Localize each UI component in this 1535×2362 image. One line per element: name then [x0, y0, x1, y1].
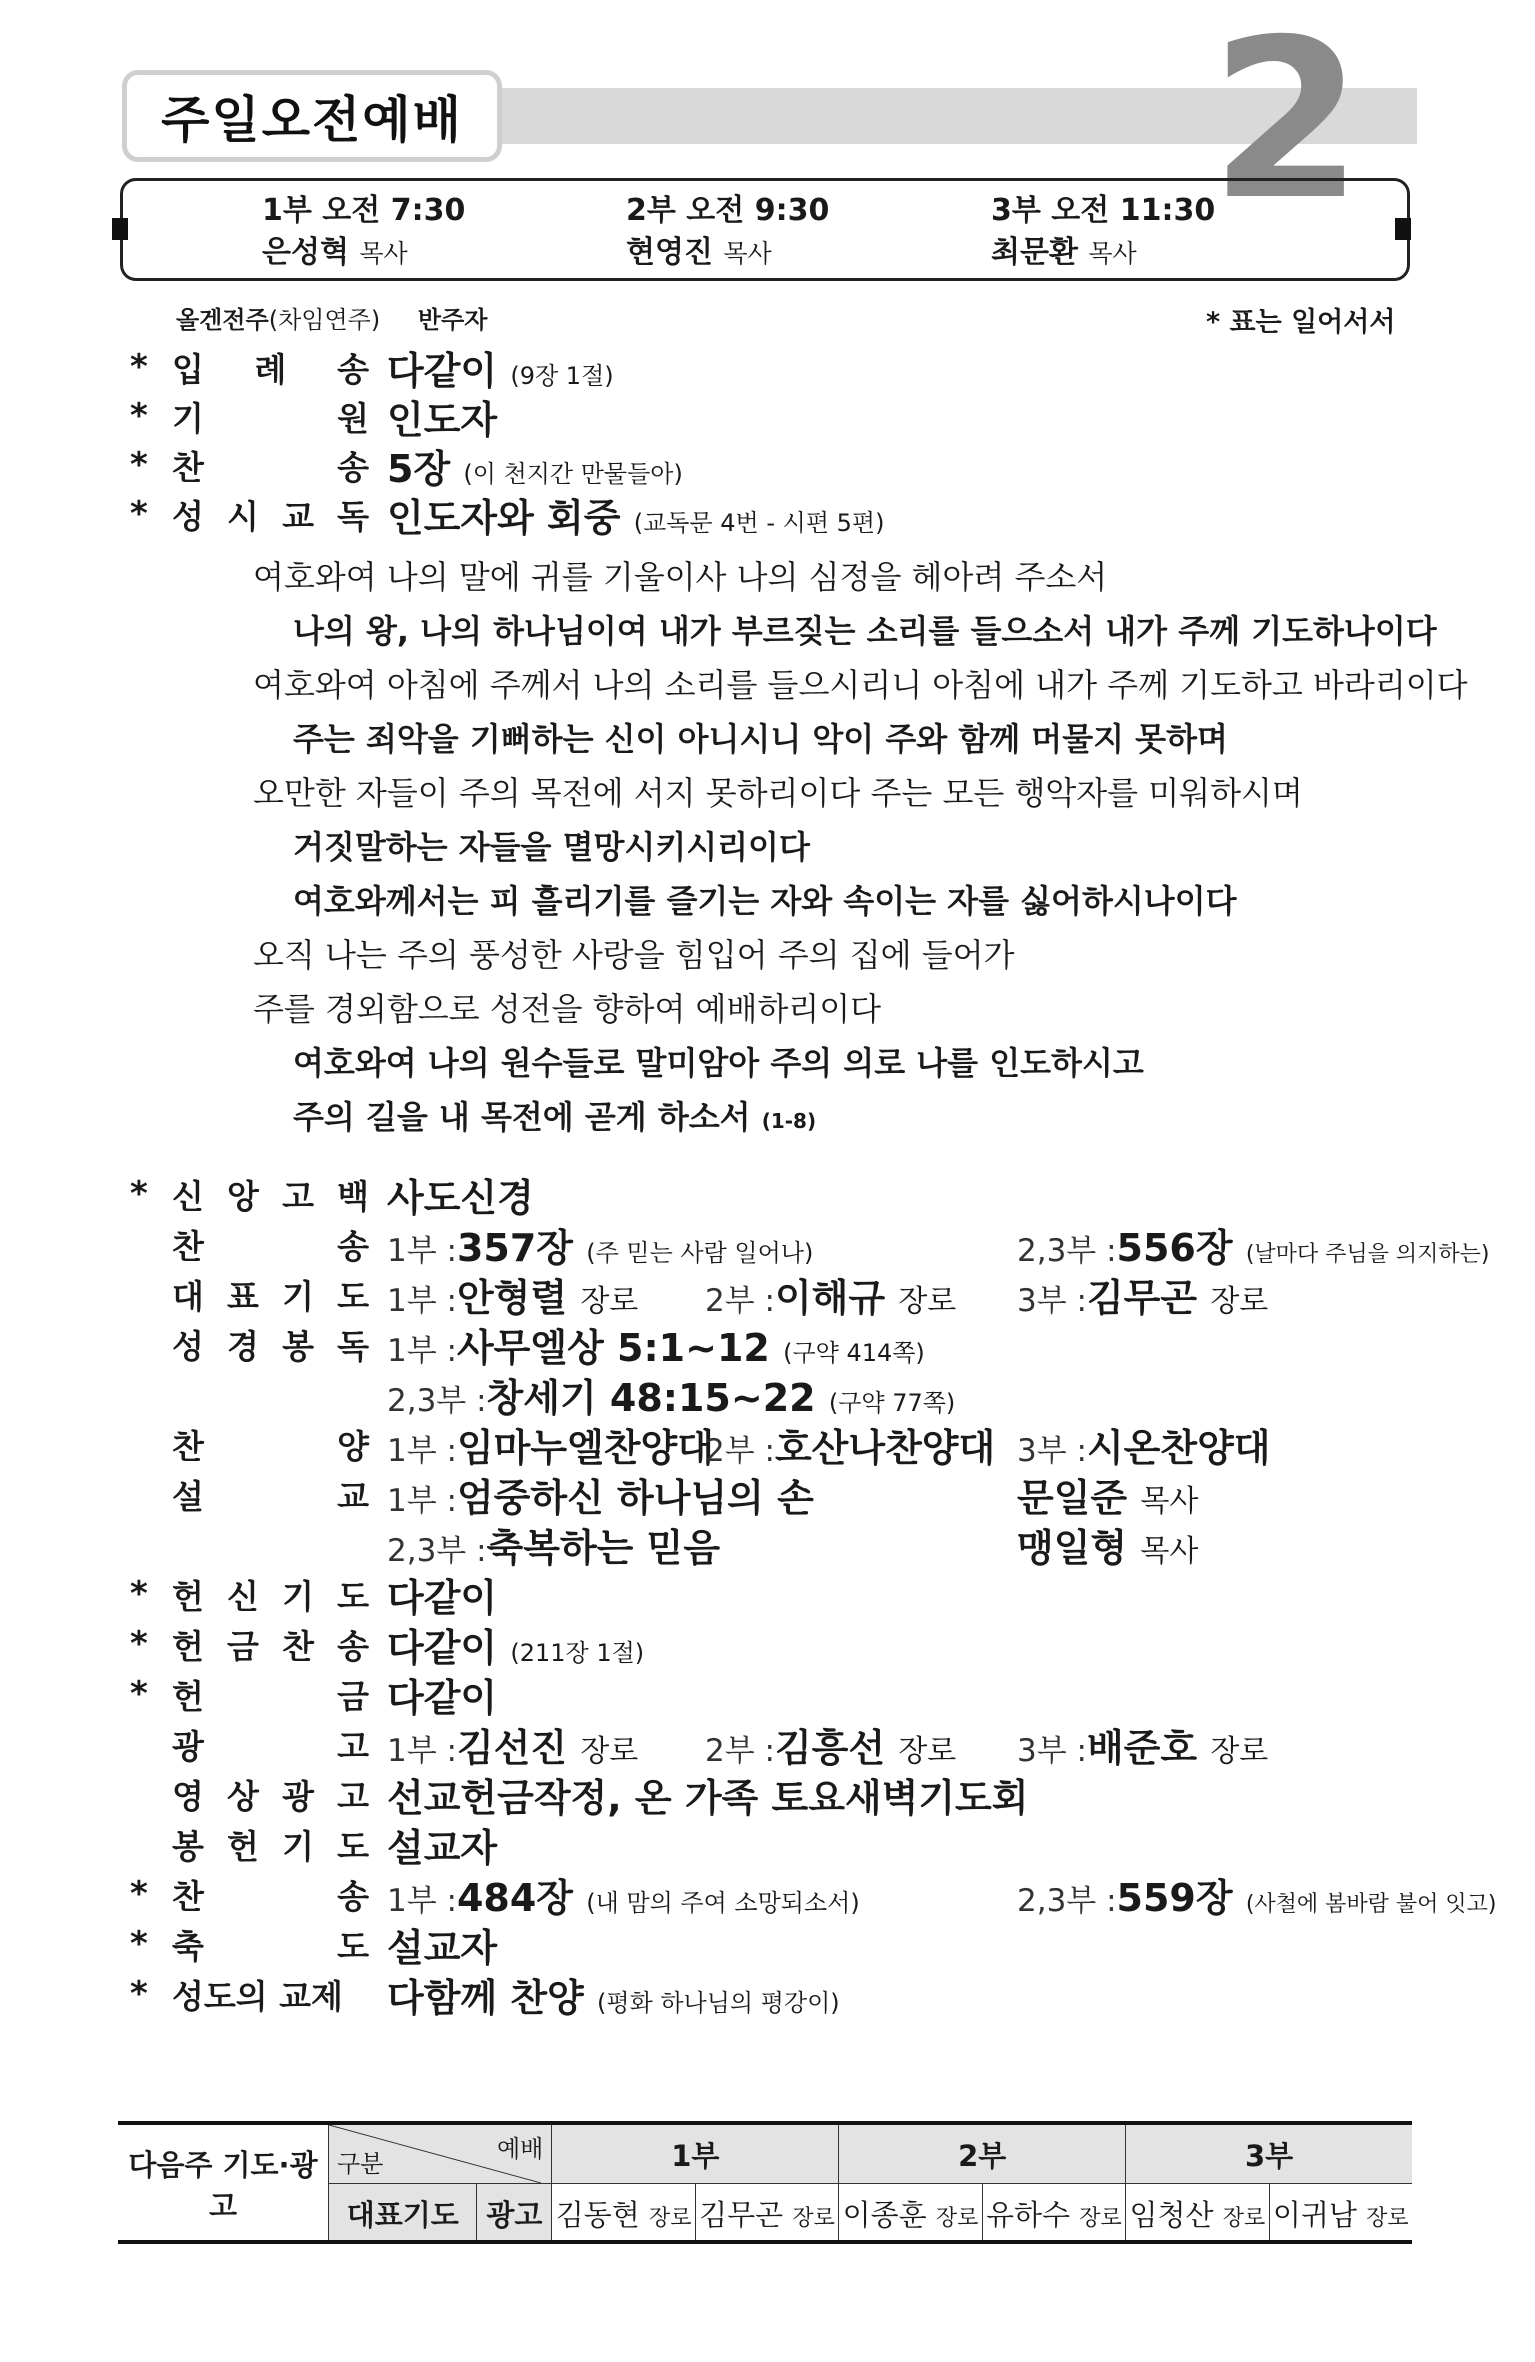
order-value: 다같이 [387, 348, 498, 393]
order-label-char: 찬 [172, 1426, 204, 1466]
elder-name: 김선진 [456, 1725, 568, 1770]
table-bottom-rule [118, 2240, 1412, 2244]
organ-prelude: 올겐전주 [176, 306, 269, 334]
stand-marker: * [130, 1674, 148, 1714]
pastor-title: 목사 [359, 239, 408, 268]
stand-marker: * [130, 445, 148, 485]
order-label-char: 금 [337, 1676, 369, 1716]
order-label-char: 광 [172, 1726, 204, 1766]
order-label [172, 1671, 387, 1718]
accompanist: 반주자 [417, 306, 488, 334]
order-label [172, 1771, 387, 1818]
order-label-char: 성 [172, 496, 204, 536]
order-label [172, 393, 387, 440]
pastor-title: 목사 [723, 239, 772, 268]
order-value: 선교헌금작정, 온 가족 토요새벽기도회 [387, 1775, 1029, 1820]
order-hymn-3: * 찬 송 1부 :484장 (내 맘의 주여 소망되소서) 2,3부 :559장 (사철에 봄바람 불어 잇고) [130, 1870, 1496, 1918]
order-video [130, 1770, 1028, 1818]
order-label [172, 1271, 387, 1318]
choir-name: 임마누엘찬양대 [456, 1425, 714, 1470]
stand-marker: * [130, 1874, 148, 1914]
order-label-char: 표 [227, 1276, 259, 1316]
order-label [172, 1621, 387, 1668]
hymn-number: 484장 [456, 1875, 573, 1920]
preacher-name: 문일준 [1017, 1475, 1128, 1520]
reading-leader: 여호와여 아침에 주께서 나의 소리를 들으시리니 아침에 내가 주께 기도하고 바라리이다 [253, 666, 1468, 704]
order-psalter [130, 490, 884, 538]
hymn-title: (내 맘의 주여 소망되소서) [586, 1888, 860, 1917]
reading-leader: 여호와여 나의 말에 귀를 기울이사 나의 심정을 헤아려 주소서 [253, 558, 1108, 596]
pastor-name: 은성혁 [262, 235, 349, 270]
reading-congregation: 주는 죄악을 기뻐하는 신이 아니시니 악이 주와 함께 머물지 못하며 [293, 720, 1228, 758]
order-label-char: 백 [337, 1176, 369, 1216]
order-label-char: 시 [227, 496, 259, 536]
order-label-char: 독 [337, 1326, 369, 1366]
service-header: 2부 [839, 2125, 1126, 2184]
organ-note: (차임연주) [268, 306, 381, 334]
hymn-number: 556장 [1116, 1225, 1233, 1270]
order-label [172, 1821, 387, 1868]
order-label [172, 1321, 387, 1368]
reading-leader: 오직 나는 주의 풍성한 사랑을 힘입어 주의 집에 들어가 [253, 936, 1015, 974]
order-fellowship [130, 1970, 840, 2018]
order-label-char: 영 [172, 1776, 204, 1816]
pastor-name: 최문환 [991, 235, 1078, 270]
order-label [172, 491, 387, 538]
order-label-char: 축 [172, 1926, 204, 1966]
order-value: 5장 [387, 446, 451, 491]
order-label [172, 1171, 387, 1218]
order-label-char: 경 [227, 1326, 259, 1366]
stand-marker: * [130, 1624, 148, 1664]
order-label-char: 찬 [172, 1876, 204, 1916]
order-value: 다같이 [387, 1575, 498, 1620]
order-label-char: 봉 [172, 1826, 204, 1866]
service-time: 2부 오전 9:30 [626, 193, 830, 228]
hymn-title: (주 믿는 사람 일어나) [586, 1238, 814, 1267]
order-value: 다함께 찬양 [387, 1975, 584, 2020]
order-note: (9장 1절) [510, 361, 614, 390]
stand-marker: * [130, 494, 148, 534]
assignee-cell: 이종훈 장로 [839, 2184, 982, 2243]
order-label [172, 1471, 387, 1518]
order-label-char: 입 [172, 349, 204, 389]
order-label-char: 헌 [227, 1826, 259, 1866]
order-label [172, 1721, 387, 1768]
order-label-char: 고 [282, 1176, 314, 1216]
order-label-char: 도 [337, 1826, 369, 1866]
reading-congregation: 거짓말하는 자들을 멸망시키시리이다 [293, 828, 810, 866]
order-label-char: 송 [337, 1226, 369, 1266]
order-label [172, 1221, 387, 1268]
order-label-char: 대 [172, 1276, 204, 1316]
service-3 [991, 190, 1215, 275]
order-prayer: 대 표 기 도 1부 :안형렬 장로 2부 :이해규 장로 3부 :김무곤 장로 [130, 1270, 1268, 1318]
order-label-char: 신 [172, 1176, 204, 1216]
order-label-char: 송 [337, 1626, 369, 1666]
service-time: 1부 오전 7:30 [262, 193, 466, 228]
assignee-cell: 김무곤 장로 [695, 2184, 838, 2243]
order-value: 사도신경 [387, 1175, 534, 1220]
row-label-announce: 광고 [477, 2184, 552, 2243]
order-value: 인도자 [387, 397, 498, 442]
service-1 [262, 190, 465, 275]
reading-congregation [293, 1092, 816, 1138]
order-label-char: 설 [172, 1476, 204, 1516]
order-invocation [130, 392, 497, 440]
stand-marker: * [130, 347, 148, 387]
reading-leader: 주를 경외함으로 성전을 향하여 예배하리이다 [253, 990, 882, 1028]
order-label [172, 1421, 387, 1468]
order-choir: 찬 양 1부 :임마누엘찬양대 2부 :호산나찬양대 3부 :시온찬양대 [130, 1420, 1271, 1468]
service-2 [626, 190, 829, 275]
service-header: 3부 [1126, 2125, 1412, 2184]
order-sermon-2: 2,3부 :축복하는 믿음 맹일형 목사 [387, 1525, 1199, 1570]
choir-name: 시온찬양대 [1086, 1425, 1271, 1470]
service-prefix: 1부 : [387, 1232, 457, 1269]
elder-name: 배준호 [1086, 1725, 1198, 1770]
page-title: 주일오전예배 [122, 70, 502, 162]
order-label-char: 송 [337, 1876, 369, 1916]
order-label-char: 송 [337, 349, 369, 389]
service-header: 1부 [552, 2125, 839, 2184]
assignee-cell: 이귀남 장로 [1269, 2184, 1412, 2243]
order-label-char: 헌 [172, 1676, 204, 1716]
order-offering [130, 1670, 497, 1718]
order-value: 인도자와 회중 [387, 495, 621, 540]
corner-label-group: 구분 [337, 2150, 384, 2178]
order-note: (교독문 4번 - 시편 5편) [633, 508, 885, 537]
order-label-char: 고 [337, 1776, 369, 1816]
order-scripture-2: 2,3부 :창세기 48:15~22 (구약 77쪽) [387, 1375, 956, 1420]
order-hymn-2 [130, 1220, 1490, 1268]
stand-marker: * [130, 1924, 148, 1964]
order-label [172, 442, 387, 489]
pastor-title: 목사 [1088, 239, 1137, 268]
order-label-char: 도 [337, 1926, 369, 1966]
hymn-number: 357장 [456, 1225, 573, 1270]
order-note: (211장 1절) [510, 1638, 645, 1667]
order-label-char: 원 [337, 398, 369, 438]
order-value: 설교자 [387, 1925, 498, 1970]
sermon-title: 축복하는 믿음 [486, 1525, 721, 1570]
service-time: 3부 오전 11:30 [991, 193, 1216, 228]
order-label-char: 교 [337, 1476, 369, 1516]
order-label-char: 찬 [172, 447, 204, 487]
frame-marker-right [1395, 218, 1411, 240]
order-label-char: 례 [254, 349, 287, 389]
hymn-title: (사철에 봄바람 불어 잇고) [1245, 1891, 1497, 1917]
preacher-name: 맹일형 [1017, 1525, 1128, 1570]
table-corner-cell [329, 2125, 552, 2184]
stand-marker: * [130, 1574, 148, 1614]
reading-congregation: 여호와께서는 피 흘리기를 즐기는 자와 속이는 자를 싫어하시나이다 [293, 882, 1237, 920]
order-label-char: 양 [337, 1426, 369, 1466]
order-label [172, 344, 387, 391]
order-label-char: 앙 [227, 1176, 259, 1216]
corner-label-service: 예배 [496, 2135, 544, 2163]
order-label [172, 1571, 387, 1618]
order-note: (이 천지간 만물들아) [463, 459, 683, 488]
reading-leader: 오만한 자들이 주의 목전에 서지 못하리이다 주는 모든 행악자를 미워하시며 [253, 774, 1303, 812]
order-label-char: 독 [337, 496, 369, 536]
order-label-char: 봉 [282, 1326, 314, 1366]
assignee-cell: 유하수 장로 [982, 2184, 1125, 2243]
reading-reference: (1-8) [761, 1109, 817, 1133]
next-week-title: 다음주 기도·광고 [118, 2125, 329, 2243]
order-dedication-2 [130, 1820, 497, 1868]
order-label-char: 성 [172, 1326, 204, 1366]
scripture-page: (구약 414쪽) [783, 1338, 925, 1367]
stand-note: * 표는 일어서서 [1206, 307, 1396, 338]
page-number: 2 [1209, 0, 1363, 248]
order-label-char: 기 [282, 1276, 314, 1316]
elder-name: 김흥선 [774, 1725, 886, 1770]
order-label [172, 1871, 387, 1918]
assignee-cell: 김동현 장로 [552, 2184, 695, 2243]
order-label-char: 헌 [172, 1626, 204, 1666]
frame-marker-left [112, 218, 128, 240]
stand-marker: * [130, 1974, 148, 2014]
order-label-char: 기 [282, 1576, 314, 1616]
order-label [172, 1921, 387, 1968]
elder-name: 안형렬 [456, 1275, 568, 1320]
order-note: (평화 하나님의 평강이) [597, 1988, 840, 2017]
order-label-char: 기 [172, 398, 204, 438]
order-label-char: 교 [282, 496, 314, 536]
hymn-title: (날마다 주님을 의지하는) [1245, 1241, 1490, 1267]
scripture-ref: 창세기 48:15~22 [486, 1375, 816, 1420]
order-label-char: 송 [337, 447, 369, 487]
order-label-char: 신 [227, 1576, 259, 1616]
table-top-rule [118, 2121, 1412, 2125]
order-entrance [130, 343, 614, 391]
order-offering-hymn [130, 1620, 644, 1668]
prelude-line [176, 300, 487, 335]
sermon-title: 엄중하신 하나님의 손 [456, 1475, 814, 1520]
order-label-char: 찬 [172, 1226, 204, 1266]
next-week-table [118, 2124, 1412, 2243]
order-label-char: 광 [282, 1776, 314, 1816]
elder-name: 김무곤 [1086, 1275, 1198, 1320]
service-prefix: 2,3부 : [1017, 1232, 1117, 1269]
order-label-char: 찬 [282, 1626, 314, 1666]
order-benediction [130, 1920, 497, 1968]
order-dedication [130, 1570, 497, 1618]
scripture-page: (구약 77쪽) [828, 1388, 956, 1417]
reading-congregation: 나의 왕, 나의 하나님이여 내가 부르짖는 소리를 들으소서 내가 주께 기도하나이다 [293, 612, 1437, 650]
assignee-cell: 임청산 장로 [1126, 2184, 1269, 2243]
choir-name: 호산나찬양대 [774, 1425, 996, 1470]
order-value: 다같이 [387, 1625, 498, 1670]
stand-marker: * [130, 396, 148, 436]
row-label-prayer: 대표기도 [329, 2184, 477, 2243]
order-label-char: 상 [227, 1776, 259, 1816]
order-value: 다같이 [387, 1675, 498, 1720]
reading-congregation: 여호와여 나의 원수들로 말미암아 주의 의로 나를 인도하시고 [293, 1044, 1144, 1082]
reading-text: 주의 길을 내 목전에 곧게 하소서 [293, 1098, 751, 1136]
order-value: 설교자 [387, 1825, 498, 1870]
order-scripture: 성 경 봉 독 1부 :사무엘상 5:1~12 (구약 414쪽) [130, 1320, 925, 1368]
stand-marker: * [130, 1174, 148, 1214]
order-announcements: 광 고 1부 :김선진 장로 2부 :김흥선 장로 3부 :배준호 장로 [130, 1720, 1268, 1768]
order-label-char: 도 [337, 1576, 369, 1616]
order-label-char: 금 [227, 1626, 259, 1666]
order-hymn [130, 441, 683, 489]
scripture-ref: 사무엘상 5:1~12 [456, 1325, 770, 1370]
order-sermon: 설 교 1부 :엄중하신 하나님의 손 문일준 목사 [130, 1470, 1198, 1518]
order-label-char: 기 [282, 1826, 314, 1866]
order-creed [130, 1170, 534, 1218]
hymn-number: 559장 [1116, 1875, 1233, 1920]
order-label: 성도의 교제 [172, 1976, 343, 2016]
order-label-char: 고 [337, 1726, 369, 1766]
order-label-char: 도 [337, 1276, 369, 1316]
pastor-name: 현영진 [626, 235, 713, 270]
order-label-char: 헌 [172, 1576, 204, 1616]
elder-name: 이해규 [774, 1275, 886, 1320]
